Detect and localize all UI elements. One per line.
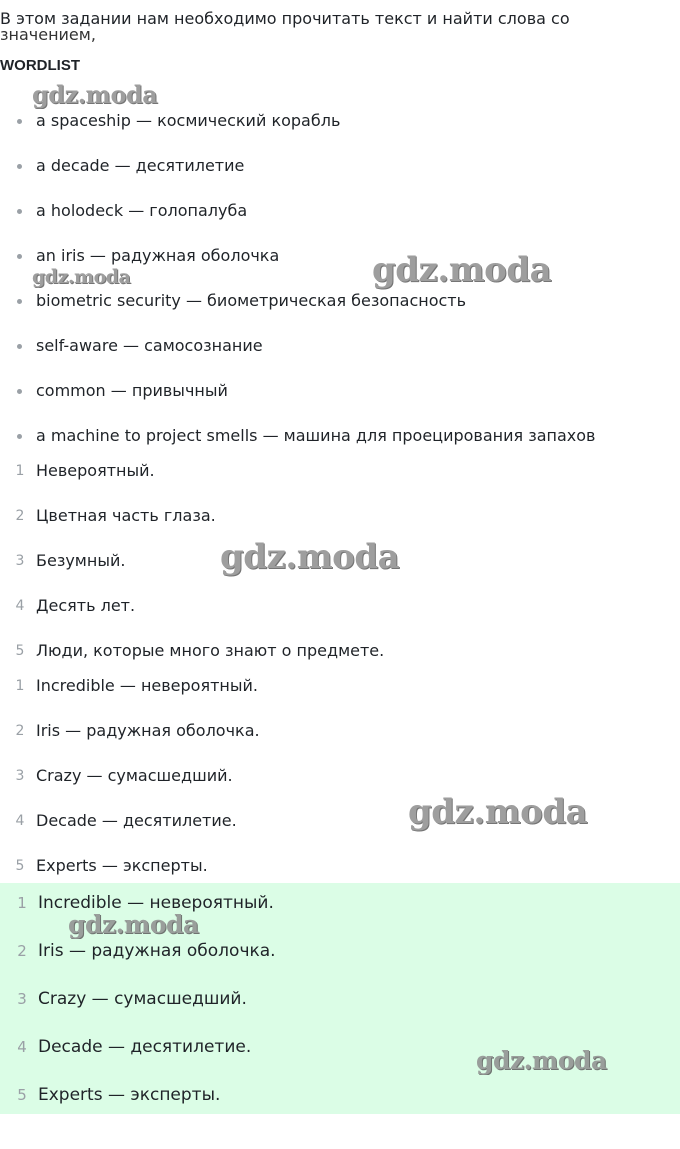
answer-text: Decade — десятилетие.	[38, 1037, 252, 1057]
answer-text: Crazy — сумасшедший.	[36, 766, 233, 785]
item-number: 3	[17, 990, 27, 1008]
item-number: 1	[15, 463, 25, 479]
watermark: gdz.moda	[32, 266, 131, 288]
wordlist-item-text: a spaceship — космический корабль	[36, 111, 341, 130]
bullet-icon	[17, 164, 22, 169]
item-number: 4	[15, 598, 25, 614]
watermark: gdz.moda	[372, 250, 552, 290]
item-number: 3	[15, 768, 25, 784]
answer-text: Experts — эксперты.	[38, 1085, 221, 1105]
definition-text: Невероятный.	[36, 461, 155, 480]
wordlist-item-text: a machine to project smells — машина для проецирования запахов	[36, 426, 596, 445]
definition-text: Цветная часть глаза.	[36, 506, 216, 525]
wordlist-item-text: biometric security — биометрическая безопасность	[36, 291, 467, 310]
item-number: 3	[15, 553, 25, 569]
intro-text: В этом задании нам необходимо прочитать текст и найти слова со	[0, 9, 570, 28]
answer-text: Experts — эксперты.	[36, 856, 208, 875]
item-number: 2	[17, 942, 27, 960]
wordlist-item-text: a holodeck — голопалуба	[36, 201, 248, 220]
bullet-icon	[17, 389, 22, 394]
item-number: 1	[17, 894, 27, 912]
item-number: 5	[15, 858, 25, 874]
wordlist-item-text: self-aware — самосознание	[36, 336, 263, 355]
answer-text: Crazy — сумасшедший.	[38, 989, 247, 1009]
bullet-icon	[17, 254, 22, 259]
item-number: 4	[15, 813, 25, 829]
definition-text: Безумный.	[36, 551, 126, 570]
wordlist-item-text: common — привычный	[36, 381, 228, 400]
item-number: 2	[15, 508, 25, 524]
wordlist-title: WORDLIST	[0, 57, 80, 74]
watermark: gdz.moda	[68, 910, 199, 939]
bullet-icon	[17, 209, 22, 214]
item-number: 4	[17, 1038, 27, 1056]
item-number: 5	[15, 643, 25, 659]
bullet-icon	[17, 299, 22, 304]
intro-cut-line	[0, 25, 680, 48]
answer-text: Iris — радужная оболочка.	[38, 941, 276, 961]
item-number: 1	[15, 678, 25, 694]
watermark: gdz.moda	[220, 537, 400, 577]
bullet-icon	[17, 344, 22, 349]
bullet-icon	[17, 119, 22, 124]
answer-text: Incredible — невероятный.	[36, 676, 258, 695]
watermark: gdz.moda	[476, 1046, 607, 1075]
watermark: gdz.moda	[32, 80, 158, 109]
definition-text: Десять лет.	[36, 596, 136, 615]
item-number: 2	[15, 723, 25, 739]
intro-cut-text: значением,	[0, 25, 96, 44]
watermark: gdz.moda	[408, 792, 588, 832]
answer-text: Iris — радужная оболочка.	[36, 721, 260, 740]
bullet-icon	[17, 434, 22, 439]
answer-text: Decade — десятилетие.	[36, 811, 237, 830]
item-number: 5	[17, 1086, 27, 1104]
wordlist-item-text: an iris — радужная оболочка	[36, 246, 280, 265]
wordlist-item-text: a decade — десятилетие	[36, 156, 245, 175]
answer-text: Incredible — невероятный.	[38, 893, 274, 913]
definition-text: Люди, которые много знают о предмете.	[36, 641, 385, 660]
